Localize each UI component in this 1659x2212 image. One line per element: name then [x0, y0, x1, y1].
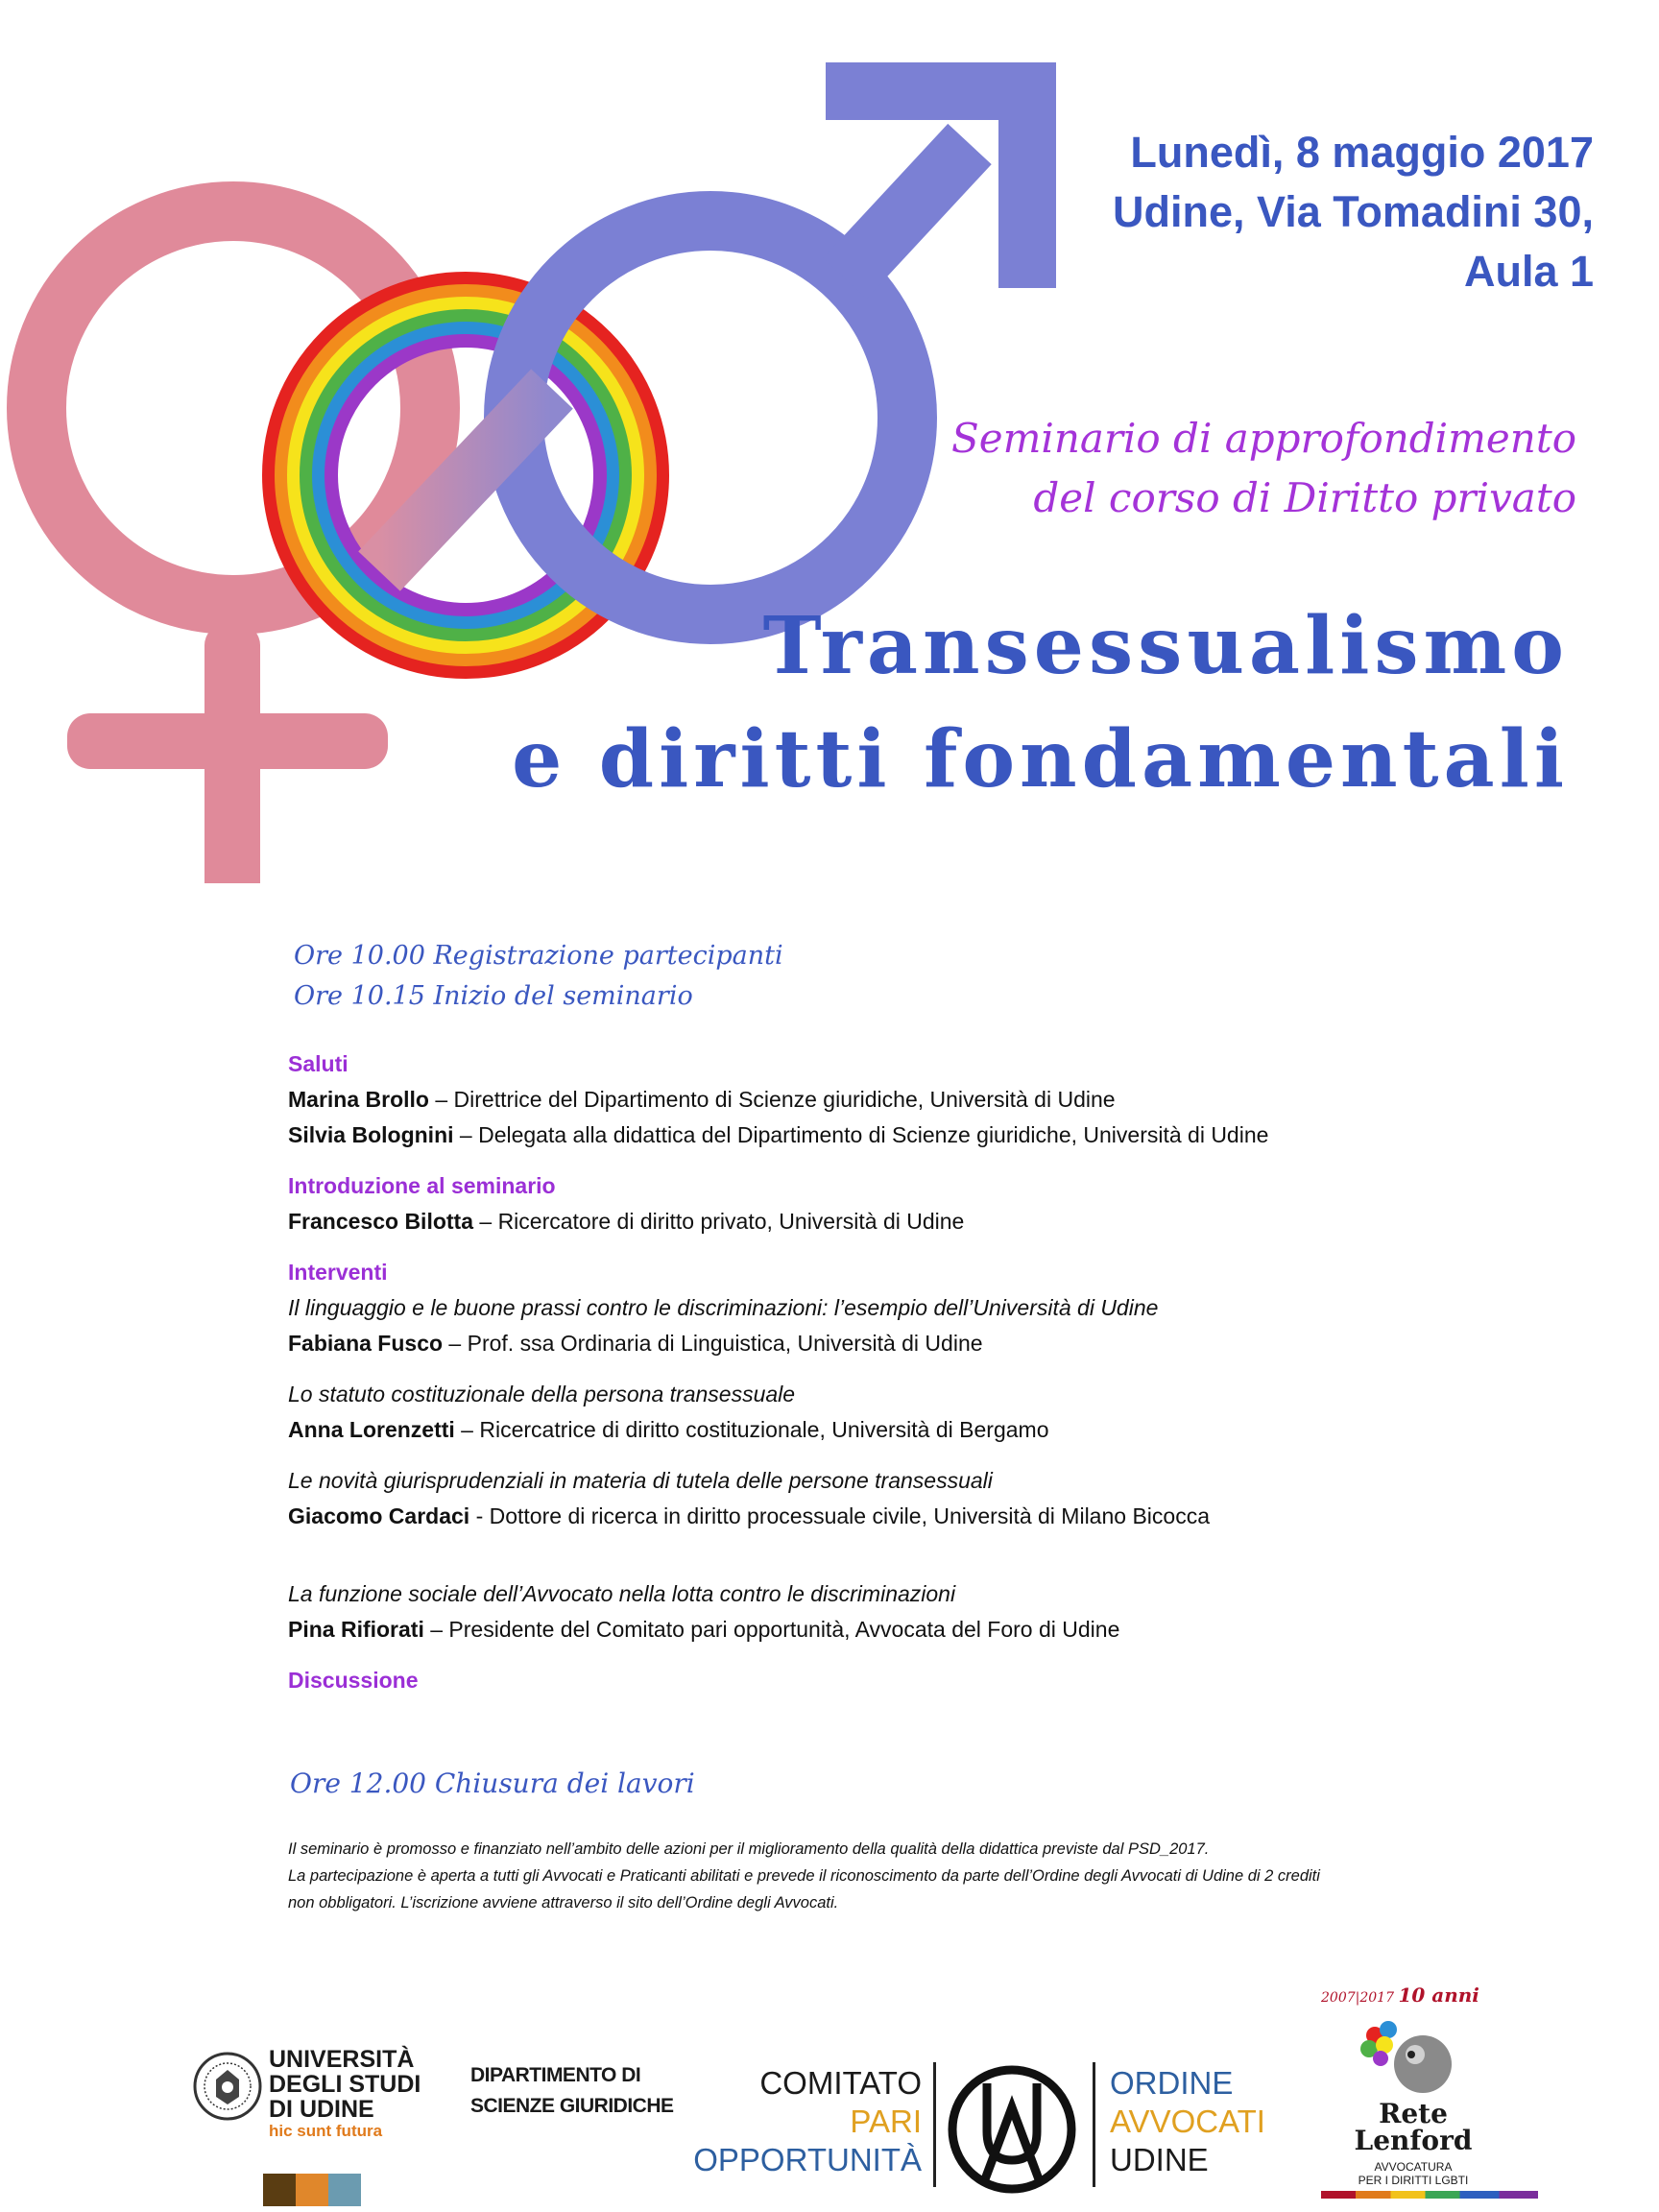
discussione-heading: Discussione: [288, 1668, 419, 1693]
talk-topic: Lo statuto costituzionale della persona transessuale: [288, 1382, 796, 1407]
speaker-role: - Dottore di ricerca in diritto processuale civile, Università di Milano Bicocca: [469, 1503, 1210, 1528]
schedule-start: [294, 936, 783, 1017]
event-date: Lunedì, 8 maggio 2017: [1130, 128, 1594, 177]
speaker-line: [288, 1118, 1440, 1153]
lenford-anniversary: [1321, 1984, 1479, 2007]
rete-lenford-logo: [1317, 1978, 1548, 2208]
speaker-name: Anna Lorenzetti: [288, 1417, 455, 1442]
notes: [288, 1836, 1402, 1916]
logo-divider: [1093, 2062, 1095, 2187]
lenford-anni: 10 anni: [1398, 1984, 1479, 2007]
speaker-role: – Ricercatore di diritto privato, Università di Udine: [473, 1209, 965, 1234]
speaker-name: Marina Brollo: [288, 1087, 429, 1112]
oau-line-1: ORDINE: [1110, 2065, 1234, 2101]
uniud-line-3: DI UDINE: [269, 2096, 374, 2123]
speaker-name: Pina Rifiorati: [288, 1617, 424, 1642]
speaker-role: – Ricercatrice di diritto costituzionale, Università di Bergamo: [454, 1417, 1049, 1442]
speaker-role: – Prof. ssa Ordinaria di Linguistica, Università di Udine: [443, 1331, 983, 1356]
speaker-role: – Delegata alla didattica del Dipartimento di Scienze giuridiche, Università di Udine: [453, 1122, 1269, 1147]
lenford-name: [1317, 2098, 1509, 2156]
cpo-line-3: OPPORTUNITÀ: [693, 2142, 922, 2177]
talk-topic: La funzione sociale dell’Avvocato nella lotta contro le discriminazioni: [288, 1581, 956, 1606]
cpo-logo: [691, 2064, 922, 2179]
speaker-name: Francesco Bilotta: [288, 1209, 473, 1234]
swatch-orange: [296, 2174, 328, 2206]
department-logo: [470, 2060, 674, 2122]
intro-heading: Introduzione al seminario: [288, 1173, 556, 1198]
uniud-line-2: DEGLI STUDI: [269, 2071, 421, 2098]
note-line: La partecipazione è aperta a tutti gli Avvocati e Praticanti abilitati e prevede il riconoscimento da parte dell’Ordine degli Avvocati di Udine di 2 crediti: [288, 1867, 1320, 1885]
uniud-line-1: UNIVERSITÀ: [269, 2046, 415, 2073]
event-info: [922, 123, 1594, 301]
rainbow-bar: [1321, 2191, 1538, 2199]
dept-line-2: SCIENZE GIURIDICHE: [470, 2095, 674, 2117]
ordine-avvocati-logo: [1110, 2064, 1265, 2179]
speaker-name: Silvia Bolognini: [288, 1122, 454, 1147]
lenford-name-1: Rete: [1379, 2098, 1448, 2129]
lenford-subtitle: [1317, 2160, 1509, 2187]
speaker-line: [288, 1499, 1440, 1534]
page-title: [417, 589, 1569, 816]
note-line: Il seminario è promosso e finanziato nell’ambito delle azioni per il miglioramento della qualità della didattica previste dal PSD_2017.: [288, 1840, 1210, 1858]
event-room: Aula 1: [1463, 247, 1594, 296]
talk-topic: Le novità giurisprudenziali in materia di tutela delle persone transessuali: [288, 1468, 993, 1493]
speaker-name: Giacomo Cardaci: [288, 1503, 470, 1528]
ordine-avvocati-emblem-icon: [947, 2064, 1077, 2195]
seminar-line-1: Seminario di approfondimento: [950, 415, 1576, 462]
lenford-sub-1: AVVOCATURA: [1374, 2160, 1453, 2174]
seminar-subtitle: [808, 409, 1576, 528]
saluti-heading: Saluti: [288, 1051, 349, 1076]
lenford-years: 2007|2017: [1321, 1990, 1394, 2006]
uniud-motto: hic sunt futura: [269, 2122, 383, 2140]
start-time: Ore 10.15 Inizio del seminario: [294, 981, 693, 1011]
university-seal-icon: [192, 2051, 263, 2122]
dept-line-1: DIPARTIMENTO DI: [470, 2064, 641, 2086]
title-line-1: Transessualismo: [762, 600, 1569, 692]
speaker-line: [288, 1612, 1440, 1647]
speaker-line: [288, 1082, 1440, 1118]
speaker-role: – Presidente del Comitato pari opportunità, Avvocata del Foro di Udine: [423, 1617, 1120, 1642]
uniud-logo: [192, 2047, 442, 2200]
note-line: non obbligatori. L’iscrizione avviene attraverso il sito dell’Ordine degli Avvocati.: [288, 1894, 839, 1911]
talk-topic: Il linguaggio e le buone prassi contro le discriminazioni: l’esempio dell’Università di Udine: [288, 1295, 1159, 1320]
lenford-mascot-icon: [1356, 2016, 1471, 2103]
title-line-2: e diritti fondamentali: [512, 713, 1569, 805]
speaker-role: – Direttrice del Dipartimento di Scienze giuridiche, Università di Udine: [428, 1087, 1116, 1112]
speaker-name: Fabiana Fusco: [288, 1331, 444, 1356]
oau-line-3: UDINE: [1110, 2142, 1209, 2177]
interventi-heading: Interventi: [288, 1260, 388, 1285]
seminar-line-2: del corso di Diritto privato: [1033, 474, 1576, 521]
color-swatches: [263, 2174, 361, 2206]
cpo-line-1: COMITATO: [759, 2065, 922, 2101]
closing-time: Ore 12.00 Chiusura dei lavori: [290, 1767, 695, 1799]
speaker-line: [288, 1412, 1440, 1448]
speaker-line: [288, 1204, 1440, 1239]
event-place: Udine, Via Tomadini 30,: [1113, 187, 1594, 236]
lenford-sub-2: PER I DIRITTI LGBTI: [1358, 2174, 1469, 2187]
registration-time: Ore 10.00 Registrazione partecipanti: [294, 941, 783, 971]
swatch-brown: [263, 2174, 296, 2206]
oau-line-2: AVVOCATI: [1110, 2104, 1265, 2139]
lenford-name-2: Lenford: [1354, 2125, 1473, 2156]
uniud-name: [269, 2047, 421, 2122]
program: [288, 1046, 1440, 1698]
swatch-blue: [328, 2174, 361, 2206]
cpo-line-2: PARI: [850, 2104, 922, 2139]
logo-divider: [933, 2062, 936, 2187]
speaker-line: [288, 1326, 1440, 1361]
